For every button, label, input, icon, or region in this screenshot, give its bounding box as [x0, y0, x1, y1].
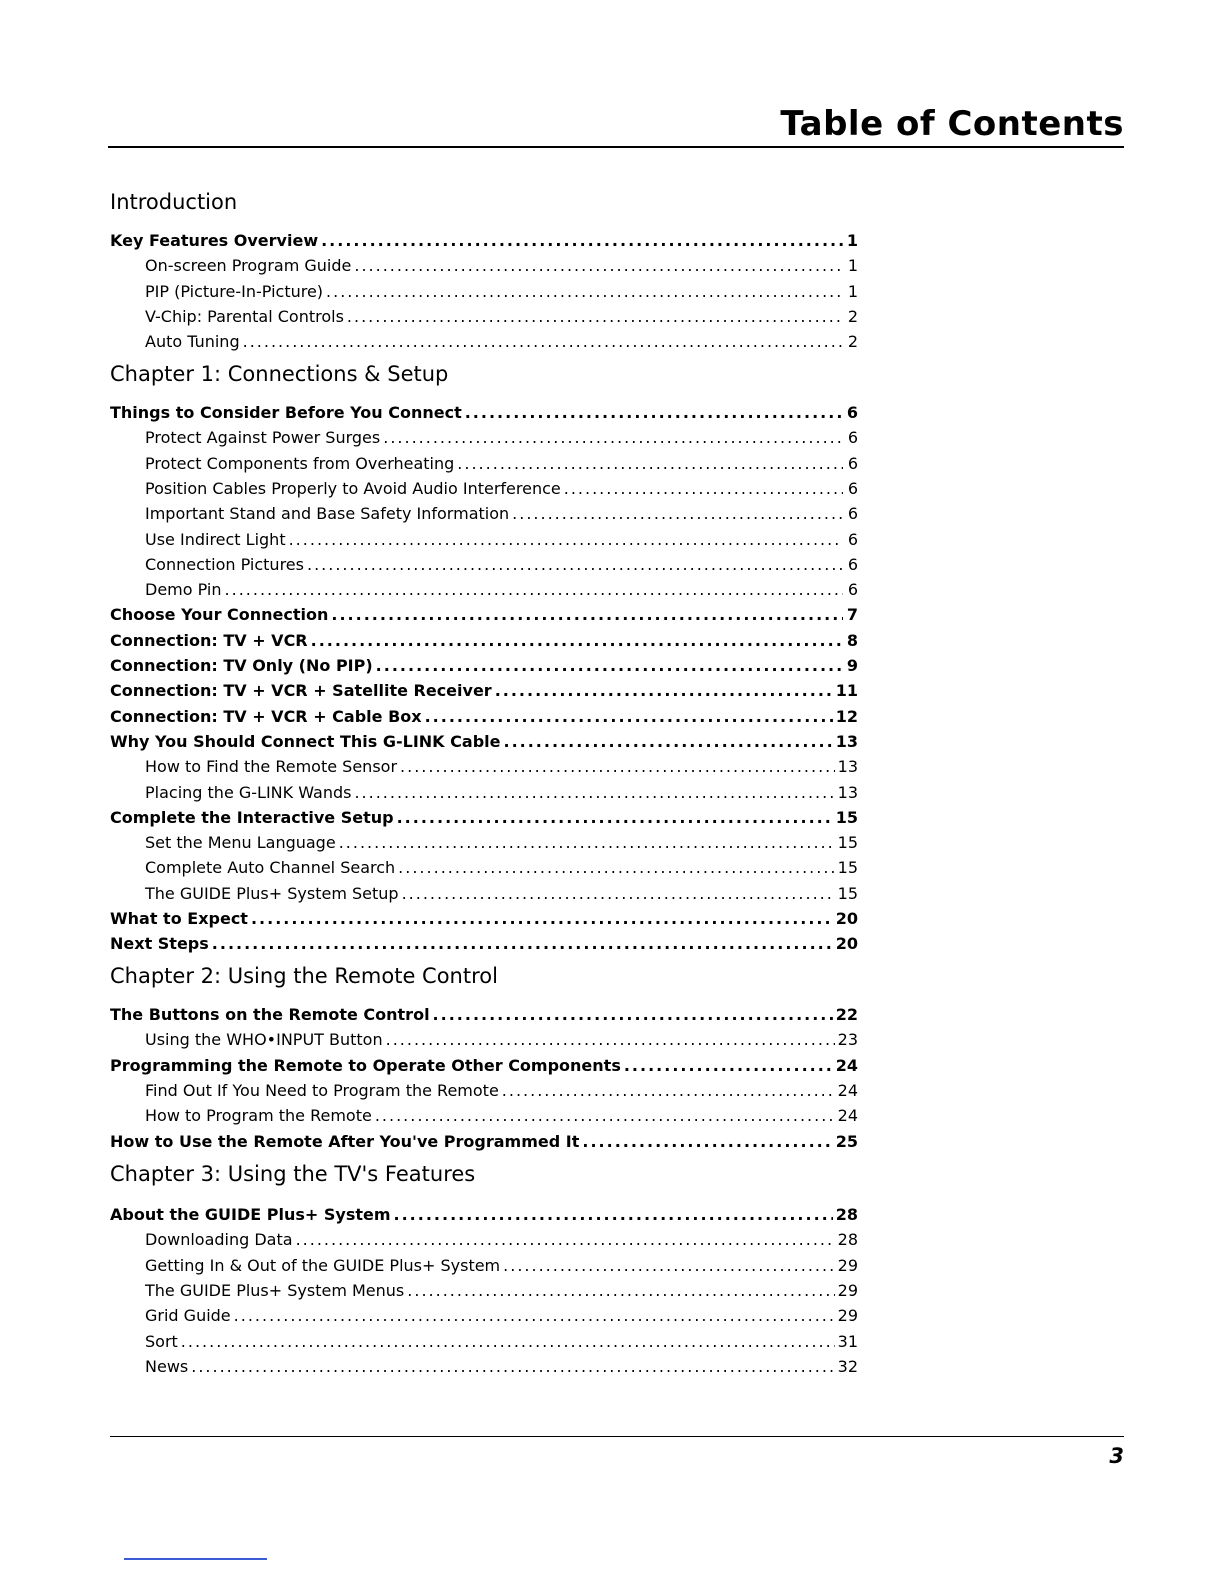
- toc-entry-title: News: [145, 1357, 189, 1376]
- scan-edge-mark: [124, 1558, 267, 1560]
- toc-entry-title: Protect Components from Overheating: [145, 454, 455, 473]
- toc-entry-page: 13: [837, 757, 858, 776]
- dot-leader: [191, 1357, 834, 1376]
- toc-entry-page: 6: [847, 454, 858, 473]
- dot-leader: [347, 307, 843, 326]
- toc-entry: [110, 403, 858, 425]
- toc-entry: [110, 631, 858, 653]
- dot-leader: [398, 858, 834, 877]
- toc-entry: [110, 555, 858, 577]
- toc-entry-title: Why You Should Connect This G-LINK Cable: [110, 732, 501, 751]
- toc-entry-title: Key Features Overview: [110, 231, 319, 250]
- toc-entry: [110, 282, 858, 304]
- toc-entry-page: 6: [847, 428, 858, 447]
- dot-leader: [234, 1306, 835, 1325]
- dot-leader: [495, 681, 833, 700]
- dot-leader: [564, 479, 843, 498]
- dot-leader: [397, 808, 833, 827]
- toc-entry-title: Sort: [145, 1332, 178, 1351]
- dot-leader: [375, 1106, 835, 1125]
- toc-entry: [110, 1005, 858, 1027]
- dot-leader: [311, 631, 843, 650]
- toc-entry: [110, 1205, 858, 1227]
- dot-leader: [402, 884, 835, 903]
- toc-entry-title: Use Indirect Light: [145, 530, 286, 549]
- toc-entry-page: 13: [835, 732, 858, 751]
- dot-leader: [433, 1005, 833, 1024]
- toc-entry: [110, 1332, 858, 1354]
- toc-entry-title: Connection Pictures: [145, 555, 304, 574]
- dot-leader: [354, 256, 843, 275]
- dot-leader: [425, 707, 833, 726]
- toc-entry: [110, 1230, 858, 1252]
- dot-leader: [307, 555, 843, 574]
- toc-entry: [110, 909, 858, 931]
- toc-entry-title: Important Stand and Base Safety Information: [145, 504, 510, 523]
- toc-entry-title: Connection: TV + VCR + Cable Box: [110, 707, 422, 726]
- toc-entry-title: PIP (Picture-In-Picture): [145, 282, 324, 301]
- toc-entry: [110, 332, 858, 354]
- toc-entry-page: 15: [837, 833, 858, 852]
- toc-entry: [110, 504, 858, 526]
- toc-entry-title: Getting In & Out of the GUIDE Plus+ System: [145, 1256, 501, 1275]
- toc-entry: [110, 934, 858, 956]
- toc-entry-page: 24: [837, 1106, 858, 1125]
- toc-entry-page: 7: [846, 605, 858, 624]
- dot-leader: [339, 833, 835, 852]
- toc-entry-title: Next Steps: [110, 934, 209, 953]
- toc-entry-page: 1: [846, 231, 858, 250]
- toc-entry: [110, 256, 858, 278]
- title-divider: [108, 146, 1124, 148]
- dot-leader: [582, 1132, 832, 1151]
- dot-leader: [394, 1205, 833, 1224]
- dot-leader: [512, 504, 843, 523]
- toc-entry-title: Complete the Interactive Setup: [110, 808, 394, 827]
- toc-entry: [110, 884, 858, 906]
- dot-leader: [225, 580, 843, 599]
- toc-entry: [110, 1132, 858, 1154]
- section-heading: Chapter 3: Using the TV's Features: [110, 1162, 476, 1186]
- toc-entry-page: 29: [837, 1281, 858, 1300]
- dot-leader: [457, 454, 843, 473]
- section-heading: Chapter 1: Connections & Setup: [110, 362, 449, 386]
- toc-entry-page: 11: [835, 681, 858, 700]
- dot-leader: [503, 1256, 835, 1275]
- toc-entry-title: V-Chip: Parental Controls: [145, 307, 344, 326]
- toc-entry: [110, 428, 858, 450]
- dot-leader: [251, 909, 833, 928]
- toc-entry-title: Downloading Data: [145, 1230, 293, 1249]
- toc-entry: [110, 783, 858, 805]
- toc-entry-title: Connection: TV Only (No PIP): [110, 656, 373, 675]
- page-number: 3: [1109, 1444, 1124, 1468]
- dot-leader: [289, 530, 843, 549]
- toc-entry: [110, 757, 858, 779]
- toc-entry-page: 6: [847, 530, 858, 549]
- toc-entry: [110, 1056, 858, 1078]
- toc-entry-page: 6: [846, 403, 858, 422]
- dot-leader: [296, 1230, 835, 1249]
- dot-leader: [383, 428, 843, 447]
- toc-entry-title: Connection: TV + VCR + Satellite Receiver: [110, 681, 492, 700]
- toc-entry-title: How to Find the Remote Sensor: [145, 757, 398, 776]
- toc-entry-title: Using the WHO•INPUT Button: [145, 1030, 383, 1049]
- toc-entry-page: 32: [837, 1357, 858, 1376]
- dot-leader: [624, 1056, 833, 1075]
- toc-entry-title: Position Cables Properly to Avoid Audio Interference: [145, 479, 561, 498]
- toc-entry-title: Programming the Remote to Operate Other Components: [110, 1056, 621, 1075]
- toc-entry: [110, 833, 858, 855]
- toc-entry-title: Things to Consider Before You Connect: [110, 403, 462, 422]
- toc-entry: [110, 1030, 858, 1052]
- dot-leader: [354, 783, 834, 802]
- toc-entry-title: On-screen Program Guide: [145, 256, 352, 275]
- dot-leader: [502, 1081, 835, 1100]
- footer-divider: [110, 1436, 1124, 1437]
- toc-entry-page: 15: [837, 858, 858, 877]
- toc-entry-page: 9: [846, 656, 858, 675]
- toc-entry-page: 6: [847, 580, 858, 599]
- toc-entry-page: 2: [847, 307, 858, 326]
- toc-entry-page: 20: [835, 909, 858, 928]
- toc-entry: [110, 808, 858, 830]
- toc-entry: [110, 605, 858, 627]
- toc-entry-title: How to Use the Remote After You've Programmed It: [110, 1132, 580, 1151]
- toc-entry-page: 23: [837, 1030, 858, 1049]
- dot-leader: [331, 605, 843, 624]
- toc-entry: [110, 479, 858, 501]
- dot-leader: [465, 403, 843, 422]
- toc-entry: [110, 307, 858, 329]
- toc-entry: [110, 1281, 858, 1303]
- toc-entry-title: Grid Guide: [145, 1306, 231, 1325]
- toc-entry-page: 29: [837, 1256, 858, 1275]
- toc-entry: [110, 732, 858, 754]
- dot-leader: [386, 1030, 835, 1049]
- dot-leader: [503, 732, 832, 751]
- toc-entry-title: Set the Menu Language: [145, 833, 336, 852]
- toc-entry: [110, 1306, 858, 1328]
- dot-leader: [326, 282, 843, 301]
- dot-leader: [400, 757, 835, 776]
- toc-entry-title: About the GUIDE Plus+ System: [110, 1205, 391, 1224]
- toc-entry-title: How to Program the Remote: [145, 1106, 372, 1125]
- toc-entry: [110, 1106, 858, 1128]
- toc-entry-page: 6: [847, 479, 858, 498]
- toc-entry: [110, 707, 858, 729]
- toc-entry-title: The GUIDE Plus+ System Setup: [145, 884, 399, 903]
- toc-entry-page: 28: [837, 1230, 858, 1249]
- toc-entry-page: 6: [847, 504, 858, 523]
- toc-entry-title: Connection: TV + VCR: [110, 631, 308, 650]
- dot-leader: [243, 332, 843, 351]
- toc-entry-page: 1: [847, 282, 858, 301]
- page-title: Table of Contents: [780, 104, 1124, 144]
- toc-entry-page: 8: [846, 631, 858, 650]
- toc-entry-title: Auto Tuning: [145, 332, 240, 351]
- toc-entry-page: 13: [837, 783, 858, 802]
- toc-entry: [110, 1081, 858, 1103]
- toc-entry-page: 1: [847, 256, 858, 275]
- toc-entry-page: 31: [837, 1332, 858, 1351]
- toc-entry-page: 29: [837, 1306, 858, 1325]
- toc-entry: [110, 858, 858, 880]
- toc-entry-title: Demo Pin: [145, 580, 222, 599]
- toc-entry-page: 20: [835, 934, 858, 953]
- dot-leader: [407, 1281, 834, 1300]
- toc-entry-page: 2: [847, 332, 858, 351]
- toc-entry-title: The GUIDE Plus+ System Menus: [145, 1281, 405, 1300]
- section-heading: Chapter 2: Using the Remote Control: [110, 964, 498, 988]
- toc-entry: [110, 1256, 858, 1278]
- toc-entry: [110, 656, 858, 678]
- toc-entry-page: 24: [837, 1081, 858, 1100]
- dot-leader: [376, 656, 843, 675]
- dot-leader: [212, 934, 833, 953]
- toc-entry-page: 24: [835, 1056, 858, 1075]
- toc-entry-title: Complete Auto Channel Search: [145, 858, 396, 877]
- dot-leader: [321, 231, 843, 250]
- toc-entry-title: Find Out If You Need to Program the Remote: [145, 1081, 499, 1100]
- toc-entry-page: 25: [835, 1132, 858, 1151]
- toc-entry: [110, 454, 858, 476]
- dot-leader: [181, 1332, 835, 1351]
- toc-entry-title: Protect Against Power Surges: [145, 428, 381, 447]
- toc-entry-title: The Buttons on the Remote Control: [110, 1005, 430, 1024]
- toc-entry-title: Placing the G-LINK Wands: [145, 783, 352, 802]
- toc-entry: [110, 530, 858, 552]
- toc-entry-title: What to Expect: [110, 909, 248, 928]
- toc-entry-page: 15: [837, 884, 858, 903]
- toc-entry-page: 28: [835, 1205, 858, 1224]
- toc-entry-title: Choose Your Connection: [110, 605, 329, 624]
- toc-entry: [110, 681, 858, 703]
- toc-entry: [110, 1357, 858, 1379]
- toc-entry-page: 22: [835, 1005, 858, 1024]
- toc-entry-page: 12: [835, 707, 858, 726]
- toc-entry: [110, 231, 858, 253]
- toc-entry-page: 15: [835, 808, 858, 827]
- toc-entry-page: 6: [847, 555, 858, 574]
- toc-entry: [110, 580, 858, 602]
- section-heading: Introduction: [110, 190, 238, 214]
